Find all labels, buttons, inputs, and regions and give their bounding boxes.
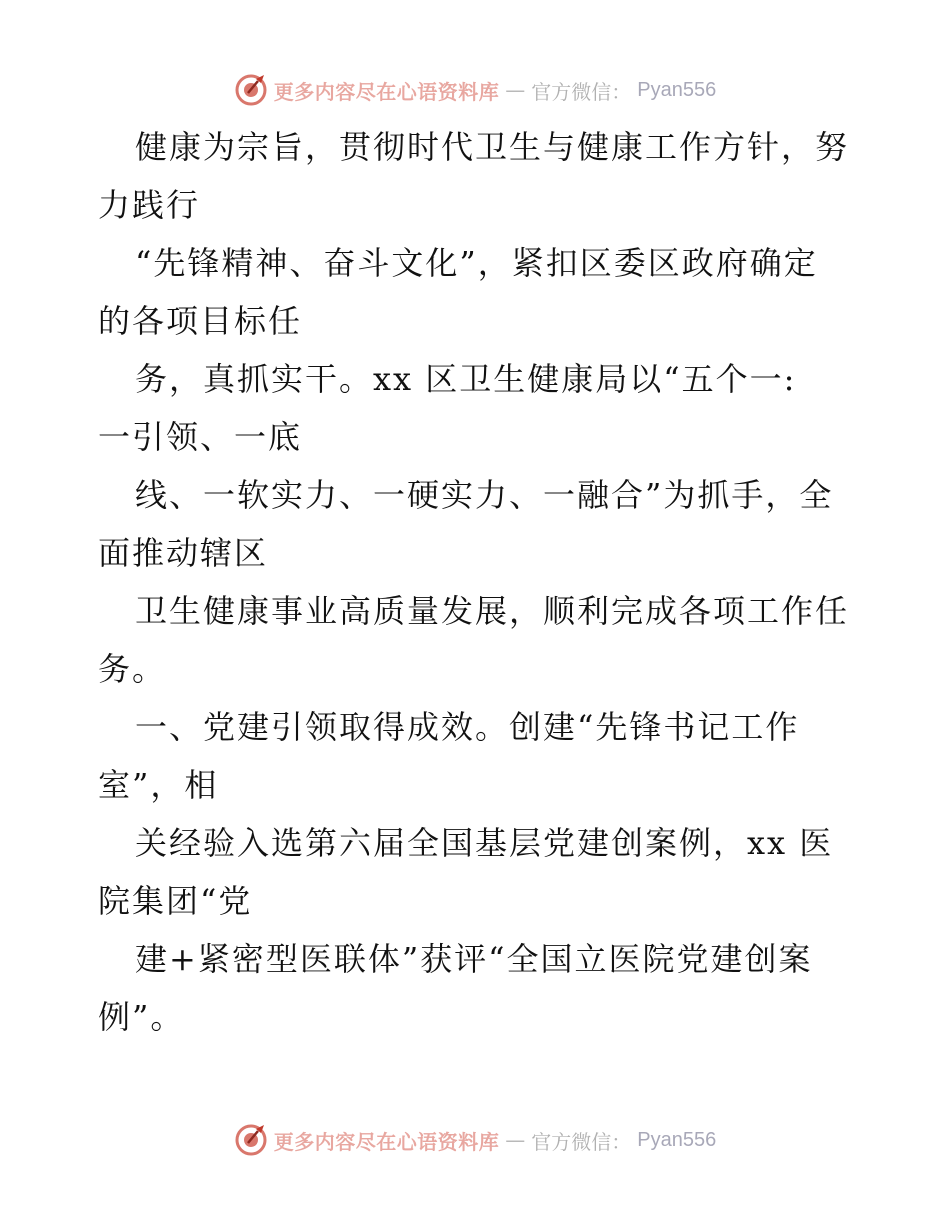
brand-logo-icon	[234, 1123, 268, 1157]
text-line: 室”，相	[98, 766, 219, 804]
text-line: 关经验入选第六届全国基层党建创案例，xx 医	[135, 824, 834, 862]
watermark-id: Pyan556	[637, 1128, 717, 1151]
text-line: 一、党建引领取得成效。创建“先锋书记工作	[135, 708, 800, 746]
text-line: “先锋精神、奋斗文化”，紧扣区委区政府确定	[135, 244, 818, 282]
brand-logo-icon	[234, 73, 268, 107]
text-line: 例”。	[98, 998, 185, 1036]
text-line: 务，真抓实干。xx 区卫生健康局以“五个一:	[135, 360, 797, 398]
text-line: 线、一软实力、一硬实力、一融合”为抓手，全	[135, 476, 834, 514]
text-line: 的各项目标任	[98, 302, 303, 340]
text-line: 力践行	[98, 186, 201, 224]
text-line: 一引领、一底	[98, 418, 303, 456]
watermark-dash: —	[505, 1128, 526, 1152]
text-line: 健康为宗旨，贯彻时代卫生与健康工作方针，努	[135, 128, 850, 166]
watermark-sub: 官方微信：	[531, 79, 632, 104]
watermark-text: 更多内容尽在心语资料库	[273, 1129, 500, 1154]
text-line: 务。	[98, 650, 167, 688]
watermark-text: 更多内容尽在心语资料库	[273, 79, 500, 104]
watermark-id: Pyan556	[637, 78, 717, 101]
footer-watermark	[0, 1120, 950, 1160]
text-line: 院集团“党	[98, 882, 253, 920]
header-watermark	[0, 70, 950, 110]
watermark-sub: 官方微信：	[531, 1129, 632, 1154]
text-line: 建+紧密型医联体”获评“全国立医院党建创案	[135, 940, 813, 978]
text-line: 面推动辖区	[98, 534, 269, 572]
document-body	[98, 118, 858, 1046]
text-line: 卫生健康事业高质量发展，顺利完成各项工作任	[135, 592, 850, 630]
watermark-dash: —	[505, 78, 526, 102]
